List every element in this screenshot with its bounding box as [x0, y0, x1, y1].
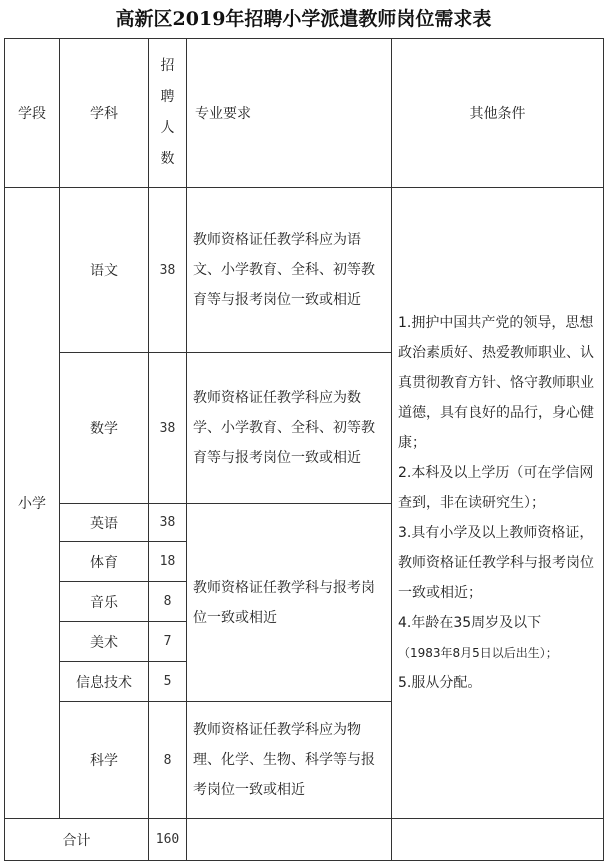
count-cell: 5 [149, 662, 187, 702]
job-requirements-table [4, 38, 604, 861]
header-count-char: 人 [160, 120, 175, 136]
header-requirement: 专业要求 [187, 39, 392, 188]
total-row [5, 819, 604, 861]
condition-3: 3.具有小学及以上教师资格证，教师资格证任教学科与报考岗位一致或相近； [398, 525, 594, 601]
subject-cell: 美术 [60, 622, 149, 662]
subject-cell: 体育 [60, 542, 149, 582]
subject-cell: 音乐 [60, 582, 149, 622]
header-other: 其他条件 [392, 39, 604, 188]
header-count-char: 数 [160, 151, 175, 167]
requirement-cell: 教师资格证任教学科应为数学、小学教育、全科、初等教育等与报考岗位一致或相近 [187, 353, 392, 504]
header-row [5, 39, 604, 188]
condition-5: 5.服从分配。 [398, 675, 482, 691]
total-count: 160 [149, 819, 187, 861]
requirement-cell: 教师资格证任教学科应为语文、小学教育、全科、初等教育等与报考岗位一致或相近 [187, 188, 392, 353]
condition-2: 2.本科及以上学历（可在学信网查到，非在读研究生）； [398, 465, 594, 511]
subject-cell: 信息技术 [60, 662, 149, 702]
subject-cell: 英语 [60, 504, 149, 542]
count-cell: 38 [149, 504, 187, 542]
total-empty-cell [187, 819, 392, 861]
condition-1: 1.拥护中国共产党的领导，思想政治素质好、热爱教师职业、认真贯彻教育方针、恪守教师职业道德，具有良好的品行，身心健康； [398, 315, 594, 451]
total-empty-cell [392, 819, 604, 861]
header-count-char: 聘 [160, 89, 175, 105]
header-stage: 学段 [5, 39, 60, 188]
condition-4: 4.年龄在35周岁及以下 [398, 615, 542, 631]
count-cell: 38 [149, 188, 187, 353]
count-cell: 38 [149, 353, 187, 504]
requirement-cell: 教师资格证任教学科应为物理、化学、生物、科学等与报考岗位一致或相近 [187, 702, 392, 819]
count-cell: 18 [149, 542, 187, 582]
page-title: 高新区2019年招聘小学派遣教师岗位需求表 [115, 8, 492, 30]
header-count [149, 39, 187, 188]
requirement-cell: 教师资格证任教学科与报考岗位一致或相近 [187, 504, 392, 702]
header-count-char: 招 [160, 58, 175, 74]
subject-cell: 数学 [60, 353, 149, 504]
count-cell: 8 [149, 582, 187, 622]
condition-4-note: （1983年8月5日以后出生）； [398, 646, 558, 660]
table-row [5, 188, 604, 353]
total-label: 合计 [5, 819, 149, 861]
header-subject: 学科 [60, 39, 149, 188]
count-cell: 7 [149, 622, 187, 662]
subject-cell: 科学 [60, 702, 149, 819]
count-cell: 8 [149, 702, 187, 819]
other-conditions-cell [392, 188, 604, 819]
stage-cell: 小学 [5, 188, 60, 819]
subject-cell: 语文 [60, 188, 149, 353]
